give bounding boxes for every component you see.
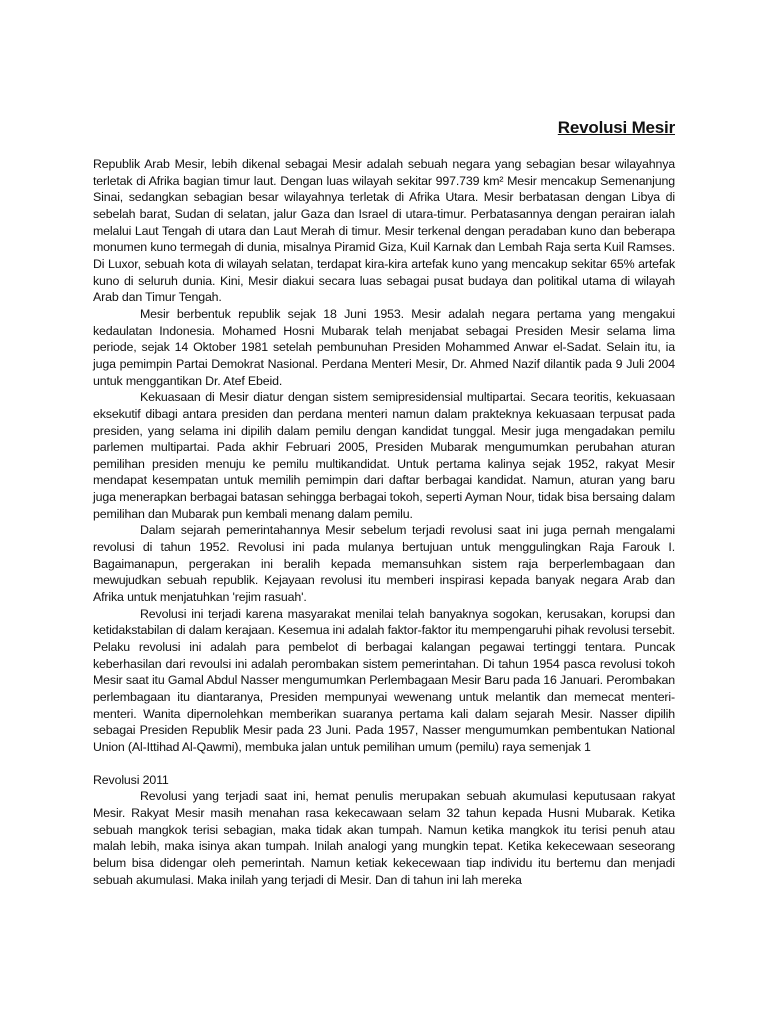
paragraph-revolusi-2011: Revolusi yang terjadi saat ini, hemat penulis merupakan sebuah akumulasi keputusaan rakyat Mesir. Rakyat Mesir masih menahan rasa kekecawaan selam 32 tahun kepada Husni Mubarak. Ketika sebuah mangkok terisi sebagian, maka tidak akan tumpah. Namun ketika mangkok itu terisi penuh atau malah lebih, maka isinya akan tumpah. Inilah analogi yang mungkin tepat. Ketika kekecewaan seseorang belum bisa didengar oleh pemerintah. Namun ketiak kekecewaan tiap individu itu bertemu dan menjadi sebuah akumulasi. Maka inilah yang terjadi di Mesir. Dan di tahun ini lah mereka [93, 789, 675, 887]
document-page [93, 118, 675, 888]
paragraph-intro: Republik Arab Mesir, lebih dikenal sebagai Mesir adalah sebuah negara yang sebagian besar wilayahnya terletak di Afrika bagian timur laut. Dengan luas wilayah sekitar 997.739 km² Mesir mencakup Semenanjung Sinai, sedangkan sebagian besar wilayahnya terletak di Afrika Utara. Mesir berbatasan dengan Libya di sebelah barat, Sudan di selatan, jalur Gaza dan Israel di utara-timur. Perbatasannya dengan perairan ialah melalui Laut Tengah di utara dan Laut Merah di timur. Mesir terkenal dengan peradaban kuno dan beberapa monumen kuno termegah di dunia, misalnya Piramid Giza, Kuil Karnak dan Lembah Raja serta Kuil Ramses. Di Luxor, sebuah kota di wilayah selatan, terdapat kira-kira artefak kuno yang mencakup sekitar 65% artefak kuno di seluruh dunia. Kini, Mesir diakui secara luas sebagai pusat budaya dan politikal utama di wilayah Arab dan Timur Tengah. [93, 157, 675, 305]
paragraph-revolution-causes: Revolusi ini terjadi karena masyarakat menilai telah banyaknya sogokan, kerusakan, korupsi dan ketidakstabilan di dalam kerajaan. Kesemua ini adalah faktor-faktor itu mempengaruhi pihak revolusi tersebit. Pelaku revolusi ini adalah para pembelot di berbagai kalangan pegawai tertinggi tentara. Puncak keberhasilan dari revoulsi ini adalah perombakan sistem pemerintahan. Di tahun 1954 pasca revolusi tokoh Mesir saat itu Gamal Abdul Nasser mengumumkan Perlembagaan Mesir Baru pada 16 Januari. Perombakan perlembagaan itu diantaranya, Presiden mempunyai wewenang untuk melantik dan memecat menteri-menteri. Wanita dipernolehkan memberikan suaranya pertama kali dalam sejarah Mesir. Nasser dipilih sebagai Presiden Republik Mesir pada 23 Juni. Pada 1957, Nasser mengumumkan pembentukan National Union (Al-Ittihad Al-Qawmi), membuka jalan untuk pemilihan umum (pemilu) raya semenjak 1 [93, 606, 675, 754]
paragraph-revolution-1952: Dalam sejarah pemerintahannya Mesir sebelum terjadi revolusi saat ini juga pernah mengalami revolusi di tahun 1952. Revolusi ini pada mulanya bertujuan untuk menggulingkan Raja Farouk I. Bagaimanapun, pergerakan ini beralih kepada memansuhkan sistem raja berperlembagaan dan mewujudkan sebuah republik. Kejayaan revolusi itu memberi inspirasi kepada banyak negara Arab dan Afrika untuk menjatuhkan 'rejim rasuah'. [93, 523, 675, 605]
document-title: Revolusi Mesir [557, 118, 675, 137]
section-heading-revolusi-2011: Revolusi 2011 [93, 772, 169, 787]
paragraph-republic: Mesir berbentuk republik sejak 18 Juni 1953. Mesir adalah negara pertama yang mengakui kedaulatan Indonesia. Mohamed Hosni Mubarak telah menjabat sebagai Presiden Mesir selama lima periode, sejak 14 Oktober 1981 setelah pembunuhan Presiden Mohammed Anwar el-Sadat. Selain itu, ia juga pemimpin Partai Demokrat Nasional. Perdana Menteri Mesir, Dr. Ahmed Nazif dilantik pada 9 Juli 2004 untuk menggantikan Dr. Atef Ebeid. [93, 306, 675, 388]
paragraph-government: Kekuasaan di Mesir diatur dengan sistem semipresidensial multipartai. Secara teoritis, kekuasaan eksekutif dibagi antara presiden dan perdana menteri namun dalam prakteknya kekuasaan terpusat pada presiden, yang selama ini dipilih dalam pemilu dengan kandidat tunggal. Mesir juga mengadakan pemilu parlemen multipartai. Pada akhir Februari 2005, Presiden Mubarak mengumumkan perubahan aturan pemilihan presiden menuju ke pemilu multikandidat. Untuk pertama kalinya sejak 1952, rakyat Mesir mendapat kesempatan untuk memilih pemimpin dari daftar berbagai kandidat. Namun, aturan yang baru juga menerapkan berbagai batasan sehingga berbagai tokoh, seperti Ayman Nour, tidak bisa bersaing dalam pemilihan dan Mubarak pun kembali menang dalam pemilu. [93, 390, 675, 521]
